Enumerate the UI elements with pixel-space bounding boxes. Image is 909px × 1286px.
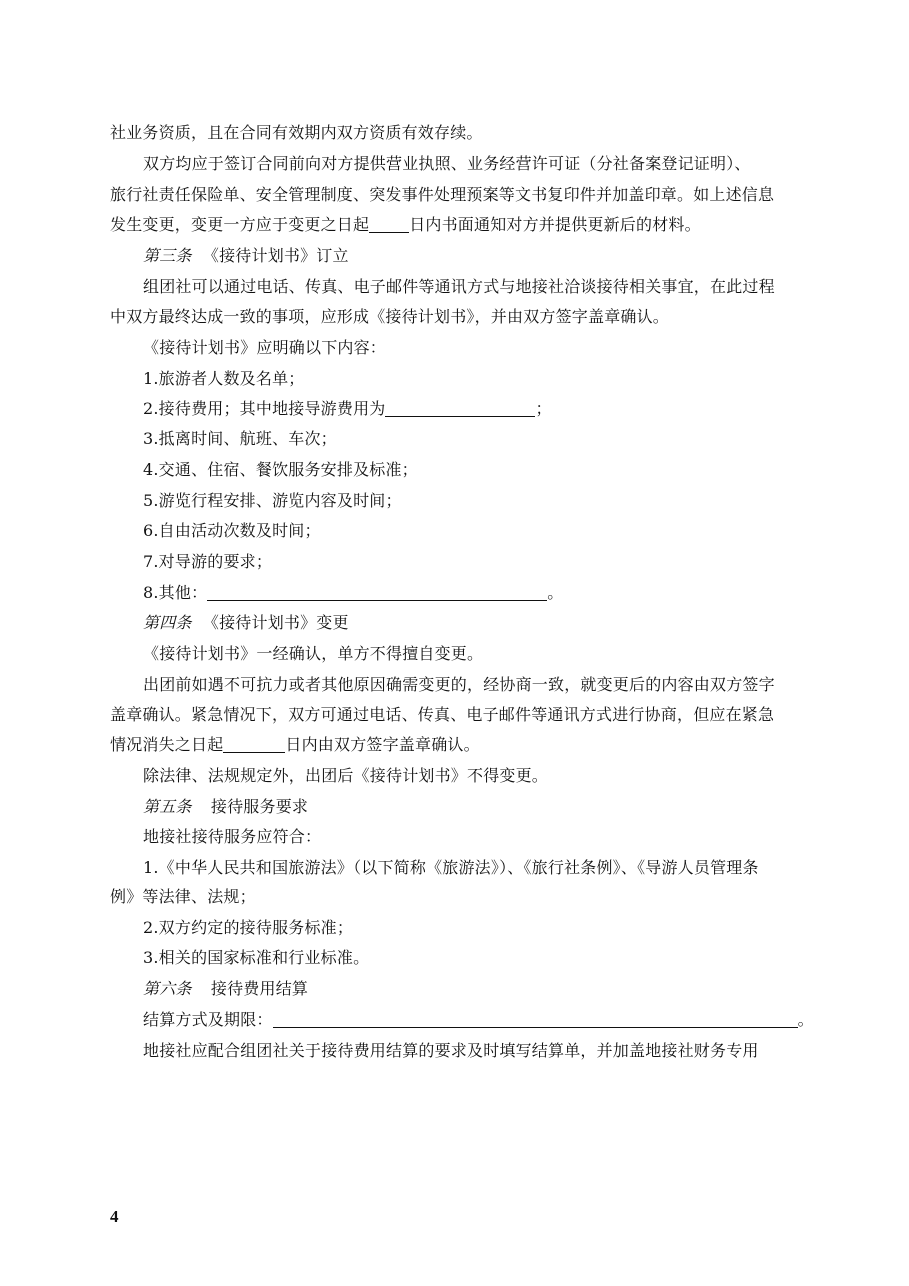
list-item: 例》等法律、法规；	[110, 887, 256, 906]
article-heading	[143, 792, 308, 822]
body-line	[110, 210, 701, 240]
article-heading	[143, 608, 349, 638]
list-item: 5.游览行程安排、游览内容及时间；	[143, 491, 402, 510]
list-item: 2.双方约定的接待服务标准；	[143, 918, 354, 937]
list-item: 3.抵离时间、航班、车次；	[143, 429, 337, 448]
text-run: 发生变更，变更一方应于变更之日起	[110, 215, 370, 234]
body-line	[110, 730, 480, 760]
list-item: 4.交通、住宿、餐饮服务安排及标准；	[143, 460, 418, 479]
fill-in-blank[interactable]	[223, 734, 285, 753]
article-title: 《接待计划书》变更	[202, 613, 349, 632]
body-line: 地接社接待服务应符合：	[143, 827, 322, 846]
body-line: 除法律、法规规定外，出团后《接待计划书》不得变更。	[143, 766, 549, 785]
body-line: 组团社可以通过电话、传真、电子邮件等通讯方式与地接社洽谈接待相关事宜，在此过程	[143, 277, 775, 296]
text-run: ；	[535, 399, 552, 418]
body-line: 社业务资质，且在合同有效期内双方资质有效存续。	[110, 123, 483, 142]
article-heading	[143, 241, 349, 271]
page-number: 4	[110, 1207, 119, 1226]
body-line: 旅行社责任保险单、安全管理制度、突发事件处理预案等文书复印件并加盖印章。如上述信息	[110, 185, 775, 204]
text-run: 日内由双方签字盖章确认。	[285, 735, 480, 754]
article-title: 接待费用结算	[210, 979, 309, 998]
body-line: 双方均应于签订合同前向对方提供营业执照、业务经营许可证（分社备案登记证明）、	[143, 154, 751, 173]
fill-in-blank[interactable]	[385, 398, 535, 417]
body-line: 《接待计划书》一经确认，单方不得擅自变更。	[143, 644, 484, 663]
text-run: 。	[797, 1010, 814, 1029]
body-line	[143, 1005, 814, 1035]
text-run: 。	[547, 583, 564, 602]
list-item	[143, 578, 563, 608]
body-line: 出团前如遇不可抗力或者其他原因确需变更的，经协商一致，就变更后的内容由双方签字	[143, 675, 775, 694]
text-run: 8.其他：	[143, 583, 208, 602]
list-item: 6.自由活动次数及时间；	[143, 521, 321, 540]
text-run: 情况消失之日起	[110, 735, 224, 754]
article-number: 第六条	[143, 979, 192, 998]
article-number: 第四条	[143, 613, 192, 632]
list-item: 1.《中华人民共和国旅游法》（以下简称《旅游法》）、《旅行社条例》、《导游人员管理条	[143, 858, 759, 877]
list-item: 1.旅游者人数及名单；	[143, 369, 305, 388]
text-run: 结算方式及期限：	[143, 1010, 273, 1029]
article-title: 接待服务要求	[210, 797, 309, 816]
article-heading	[143, 974, 308, 1004]
list-item: 7.对导游的要求；	[143, 552, 273, 571]
article-number: 第三条	[143, 246, 192, 265]
body-line: 《接待计划书》应明确以下内容：	[143, 338, 387, 357]
body-line: 地接社应配合组团社关于接待费用结算的要求及时填写结算单，并加盖地接社财务专用	[143, 1041, 759, 1060]
article-number: 第五条	[143, 797, 192, 816]
text-run: 日内书面通知对方并提供更新后的材料。	[409, 215, 701, 234]
text-run: 2.接待费用；其中地接导游费用为	[143, 399, 386, 418]
body-line: 中双方最终达成一致的事项，应形成《接待计划书》，并由双方签字盖章确认。	[110, 307, 670, 326]
list-item	[143, 394, 552, 424]
list-item: 3.相关的国家标准和行业标准。	[143, 948, 370, 967]
fill-in-blank[interactable]	[207, 582, 547, 601]
body-line: 盖章确认。紧急情况下，双方可通过电话、传真、电子邮件等通讯方式进行协商，但应在紧急	[110, 705, 775, 724]
fill-in-blank[interactable]	[273, 1009, 798, 1028]
article-title: 《接待计划书》订立	[202, 246, 349, 265]
fill-in-blank[interactable]	[369, 214, 409, 233]
